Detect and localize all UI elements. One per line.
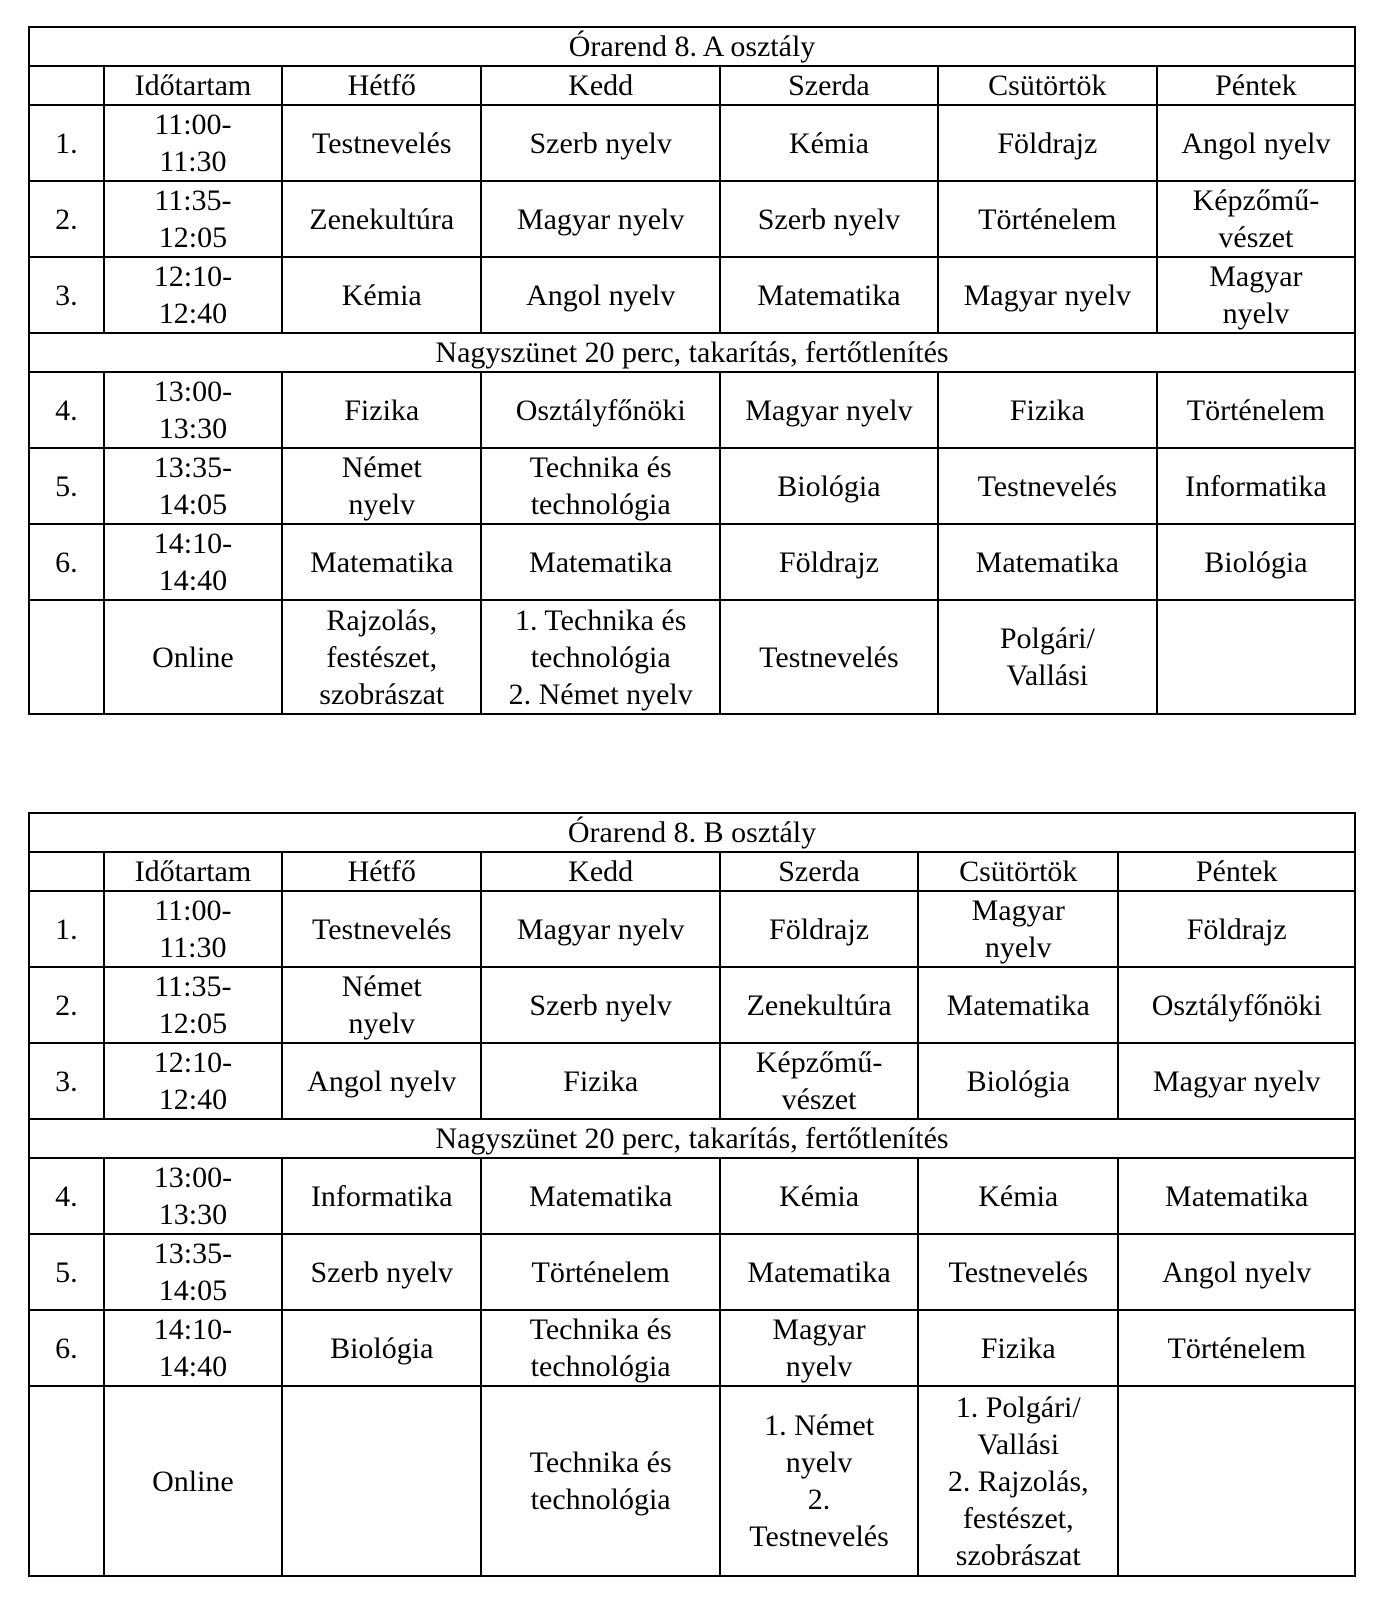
column-header: Péntek bbox=[1157, 66, 1355, 105]
online-label: Online bbox=[104, 1386, 282, 1576]
table-row bbox=[29, 1158, 1355, 1234]
subject-cell: Német nyelv bbox=[282, 967, 481, 1043]
lesson-number: 4. bbox=[29, 1158, 104, 1234]
column-header bbox=[29, 852, 104, 891]
table-row bbox=[29, 448, 1355, 524]
subject-cell: Testnevelés bbox=[938, 448, 1157, 524]
subject-cell: Matematika bbox=[481, 1158, 720, 1234]
subject-cell: Technika és technológia bbox=[481, 1386, 720, 1576]
subject-cell: 1. Polgári/ Vallási 2. Rajzolás, festészet, szobrászat bbox=[918, 1386, 1118, 1576]
subject-cell: Informatika bbox=[282, 1158, 481, 1234]
break-row bbox=[29, 1119, 1355, 1158]
online-number-cell bbox=[29, 1386, 104, 1576]
subject-cell: 1. Technika és technológia 2. Német nyelv bbox=[481, 600, 720, 714]
timetable-title: Órarend 8. A osztály bbox=[29, 27, 1355, 66]
lesson-time: 12:10- 12:40 bbox=[104, 1043, 282, 1119]
subject-cell: Kémia bbox=[918, 1158, 1118, 1234]
timetable-8b bbox=[28, 812, 1356, 1577]
lesson-time: 13:35- 14:05 bbox=[104, 448, 282, 524]
subject-cell: Magyar nyelv bbox=[720, 1310, 918, 1386]
subject-cell: Magyar nyelv bbox=[481, 181, 720, 257]
break-text: Nagyszünet 20 perc, takarítás, fertőtlenítés bbox=[29, 1119, 1355, 1158]
subject-cell: Matematika bbox=[282, 524, 481, 600]
subject-cell: Magyar nyelv bbox=[1157, 257, 1355, 333]
subject-cell: Képzőmű- vészet bbox=[720, 1043, 918, 1119]
subject-cell: Történelem bbox=[1118, 1310, 1355, 1386]
subject-cell: Angol nyelv bbox=[1118, 1234, 1355, 1310]
subject-cell: Földrajz bbox=[1118, 891, 1355, 967]
subject-cell: Fizika bbox=[918, 1310, 1118, 1386]
timetable-8a bbox=[28, 26, 1356, 715]
table-row bbox=[29, 372, 1355, 448]
subject-cell: Testnevelés bbox=[282, 105, 481, 181]
online-label: Online bbox=[104, 600, 282, 714]
subject-cell: Kémia bbox=[720, 1158, 918, 1234]
subject-cell: Zenekultúra bbox=[282, 181, 481, 257]
column-header: Kedd bbox=[481, 66, 720, 105]
subject-cell: Biológia bbox=[1157, 524, 1355, 600]
subject-cell: Biológia bbox=[282, 1310, 481, 1386]
column-header: Csütörtök bbox=[938, 66, 1157, 105]
subject-cell: Magyar nyelv bbox=[720, 372, 938, 448]
lesson-number: 2. bbox=[29, 967, 104, 1043]
subject-cell: Földrajz bbox=[938, 105, 1157, 181]
lesson-number: 1. bbox=[29, 105, 104, 181]
column-header: Péntek bbox=[1118, 852, 1355, 891]
lesson-time: 14:10- 14:40 bbox=[104, 1310, 282, 1386]
table-row bbox=[29, 524, 1355, 600]
subject-cell: Angol nyelv bbox=[1157, 105, 1355, 181]
column-header bbox=[29, 66, 104, 105]
subject-cell: Magyar nyelv bbox=[1118, 1043, 1355, 1119]
online-row bbox=[29, 600, 1355, 714]
lesson-number: 5. bbox=[29, 1234, 104, 1310]
column-header: Időtartam bbox=[104, 852, 282, 891]
lesson-time: 11:35- 12:05 bbox=[104, 181, 282, 257]
table-row bbox=[29, 257, 1355, 333]
subject-cell: Matematika bbox=[720, 257, 938, 333]
subject-cell: Fizika bbox=[481, 1043, 720, 1119]
subject-cell: Polgári/ Vallási bbox=[938, 600, 1157, 714]
lesson-time: 11:35- 12:05 bbox=[104, 967, 282, 1043]
table-row bbox=[29, 967, 1355, 1043]
lesson-time: 14:10- 14:40 bbox=[104, 524, 282, 600]
lesson-time: 11:00- 11:30 bbox=[104, 105, 282, 181]
break-text: Nagyszünet 20 perc, takarítás, fertőtlenítés bbox=[29, 333, 1355, 372]
column-header: Csütörtök bbox=[918, 852, 1118, 891]
lesson-time: 12:10- 12:40 bbox=[104, 257, 282, 333]
subject-cell: Történelem bbox=[481, 1234, 720, 1310]
subject-cell: Földrajz bbox=[720, 891, 918, 967]
subject-cell bbox=[1118, 1386, 1355, 1576]
lesson-number: 6. bbox=[29, 524, 104, 600]
subject-cell: Fizika bbox=[938, 372, 1157, 448]
break-row bbox=[29, 333, 1355, 372]
lesson-number: 6. bbox=[29, 1310, 104, 1386]
lesson-number: 4. bbox=[29, 372, 104, 448]
subject-cell: Magyar nyelv bbox=[918, 891, 1118, 967]
table-row bbox=[29, 891, 1355, 967]
subject-cell: Szerb nyelv bbox=[282, 1234, 481, 1310]
table-row bbox=[29, 1234, 1355, 1310]
subject-cell: Matematika bbox=[1118, 1158, 1355, 1234]
subject-cell: Osztályfőnöki bbox=[481, 372, 720, 448]
subject-cell: Testnevelés bbox=[918, 1234, 1118, 1310]
subject-cell: Matematika bbox=[918, 967, 1118, 1043]
table-row bbox=[29, 1043, 1355, 1119]
subject-cell: Földrajz bbox=[720, 524, 938, 600]
subject-cell: Matematika bbox=[481, 524, 720, 600]
table-row bbox=[29, 105, 1355, 181]
lesson-time: 13:35- 14:05 bbox=[104, 1234, 282, 1310]
subject-cell: Matematika bbox=[938, 524, 1157, 600]
subject-cell: Kémia bbox=[720, 105, 938, 181]
subject-cell: Testnevelés bbox=[282, 891, 481, 967]
column-header: Hétfő bbox=[282, 852, 481, 891]
subject-cell: Informatika bbox=[1157, 448, 1355, 524]
subject-cell: Biológia bbox=[720, 448, 938, 524]
lesson-number: 5. bbox=[29, 448, 104, 524]
subject-cell bbox=[282, 1386, 481, 1576]
column-header: Kedd bbox=[481, 852, 720, 891]
subject-cell: Magyar nyelv bbox=[481, 891, 720, 967]
subject-cell: Biológia bbox=[918, 1043, 1118, 1119]
subject-cell: Szerb nyelv bbox=[481, 967, 720, 1043]
subject-cell: Zenekultúra bbox=[720, 967, 918, 1043]
subject-cell: Angol nyelv bbox=[481, 257, 720, 333]
column-header: Időtartam bbox=[104, 66, 282, 105]
subject-cell: Rajzolás, festészet, szobrászat bbox=[282, 600, 481, 714]
table-row bbox=[29, 1310, 1355, 1386]
header-row bbox=[29, 66, 1355, 105]
title-row bbox=[29, 813, 1355, 852]
online-row bbox=[29, 1386, 1355, 1576]
timetable-title: Órarend 8. B osztály bbox=[29, 813, 1355, 852]
lesson-time: 13:00- 13:30 bbox=[104, 1158, 282, 1234]
lesson-time: 13:00- 13:30 bbox=[104, 372, 282, 448]
subject-cell: Angol nyelv bbox=[282, 1043, 481, 1119]
column-header: Hétfő bbox=[282, 66, 481, 105]
lesson-number: 1. bbox=[29, 891, 104, 967]
subject-cell: Történelem bbox=[1157, 372, 1355, 448]
lesson-number: 2. bbox=[29, 181, 104, 257]
subject-cell: Technika és technológia bbox=[481, 1310, 720, 1386]
subject-cell: Osztályfőnöki bbox=[1118, 967, 1355, 1043]
subject-cell: Magyar nyelv bbox=[938, 257, 1157, 333]
table-row bbox=[29, 181, 1355, 257]
subject-cell: Kémia bbox=[282, 257, 481, 333]
subject-cell: Testnevelés bbox=[720, 600, 938, 714]
subject-cell: 1. Német nyelv 2. Testnevelés bbox=[720, 1386, 918, 1576]
subject-cell: Történelem bbox=[938, 181, 1157, 257]
title-row bbox=[29, 27, 1355, 66]
subject-cell: Technika és technológia bbox=[481, 448, 720, 524]
subject-cell: Matematika bbox=[720, 1234, 918, 1310]
column-header: Szerda bbox=[720, 66, 938, 105]
lesson-number: 3. bbox=[29, 257, 104, 333]
subject-cell: Szerb nyelv bbox=[481, 105, 720, 181]
subject-cell bbox=[1157, 600, 1355, 714]
subject-cell: Képzőmű- vészet bbox=[1157, 181, 1355, 257]
subject-cell: Német nyelv bbox=[282, 448, 481, 524]
subject-cell: Fizika bbox=[282, 372, 481, 448]
header-row bbox=[29, 852, 1355, 891]
subject-cell: Szerb nyelv bbox=[720, 181, 938, 257]
column-header: Szerda bbox=[720, 852, 918, 891]
online-number-cell bbox=[29, 600, 104, 714]
lesson-number: 3. bbox=[29, 1043, 104, 1119]
lesson-time: 11:00- 11:30 bbox=[104, 891, 282, 967]
